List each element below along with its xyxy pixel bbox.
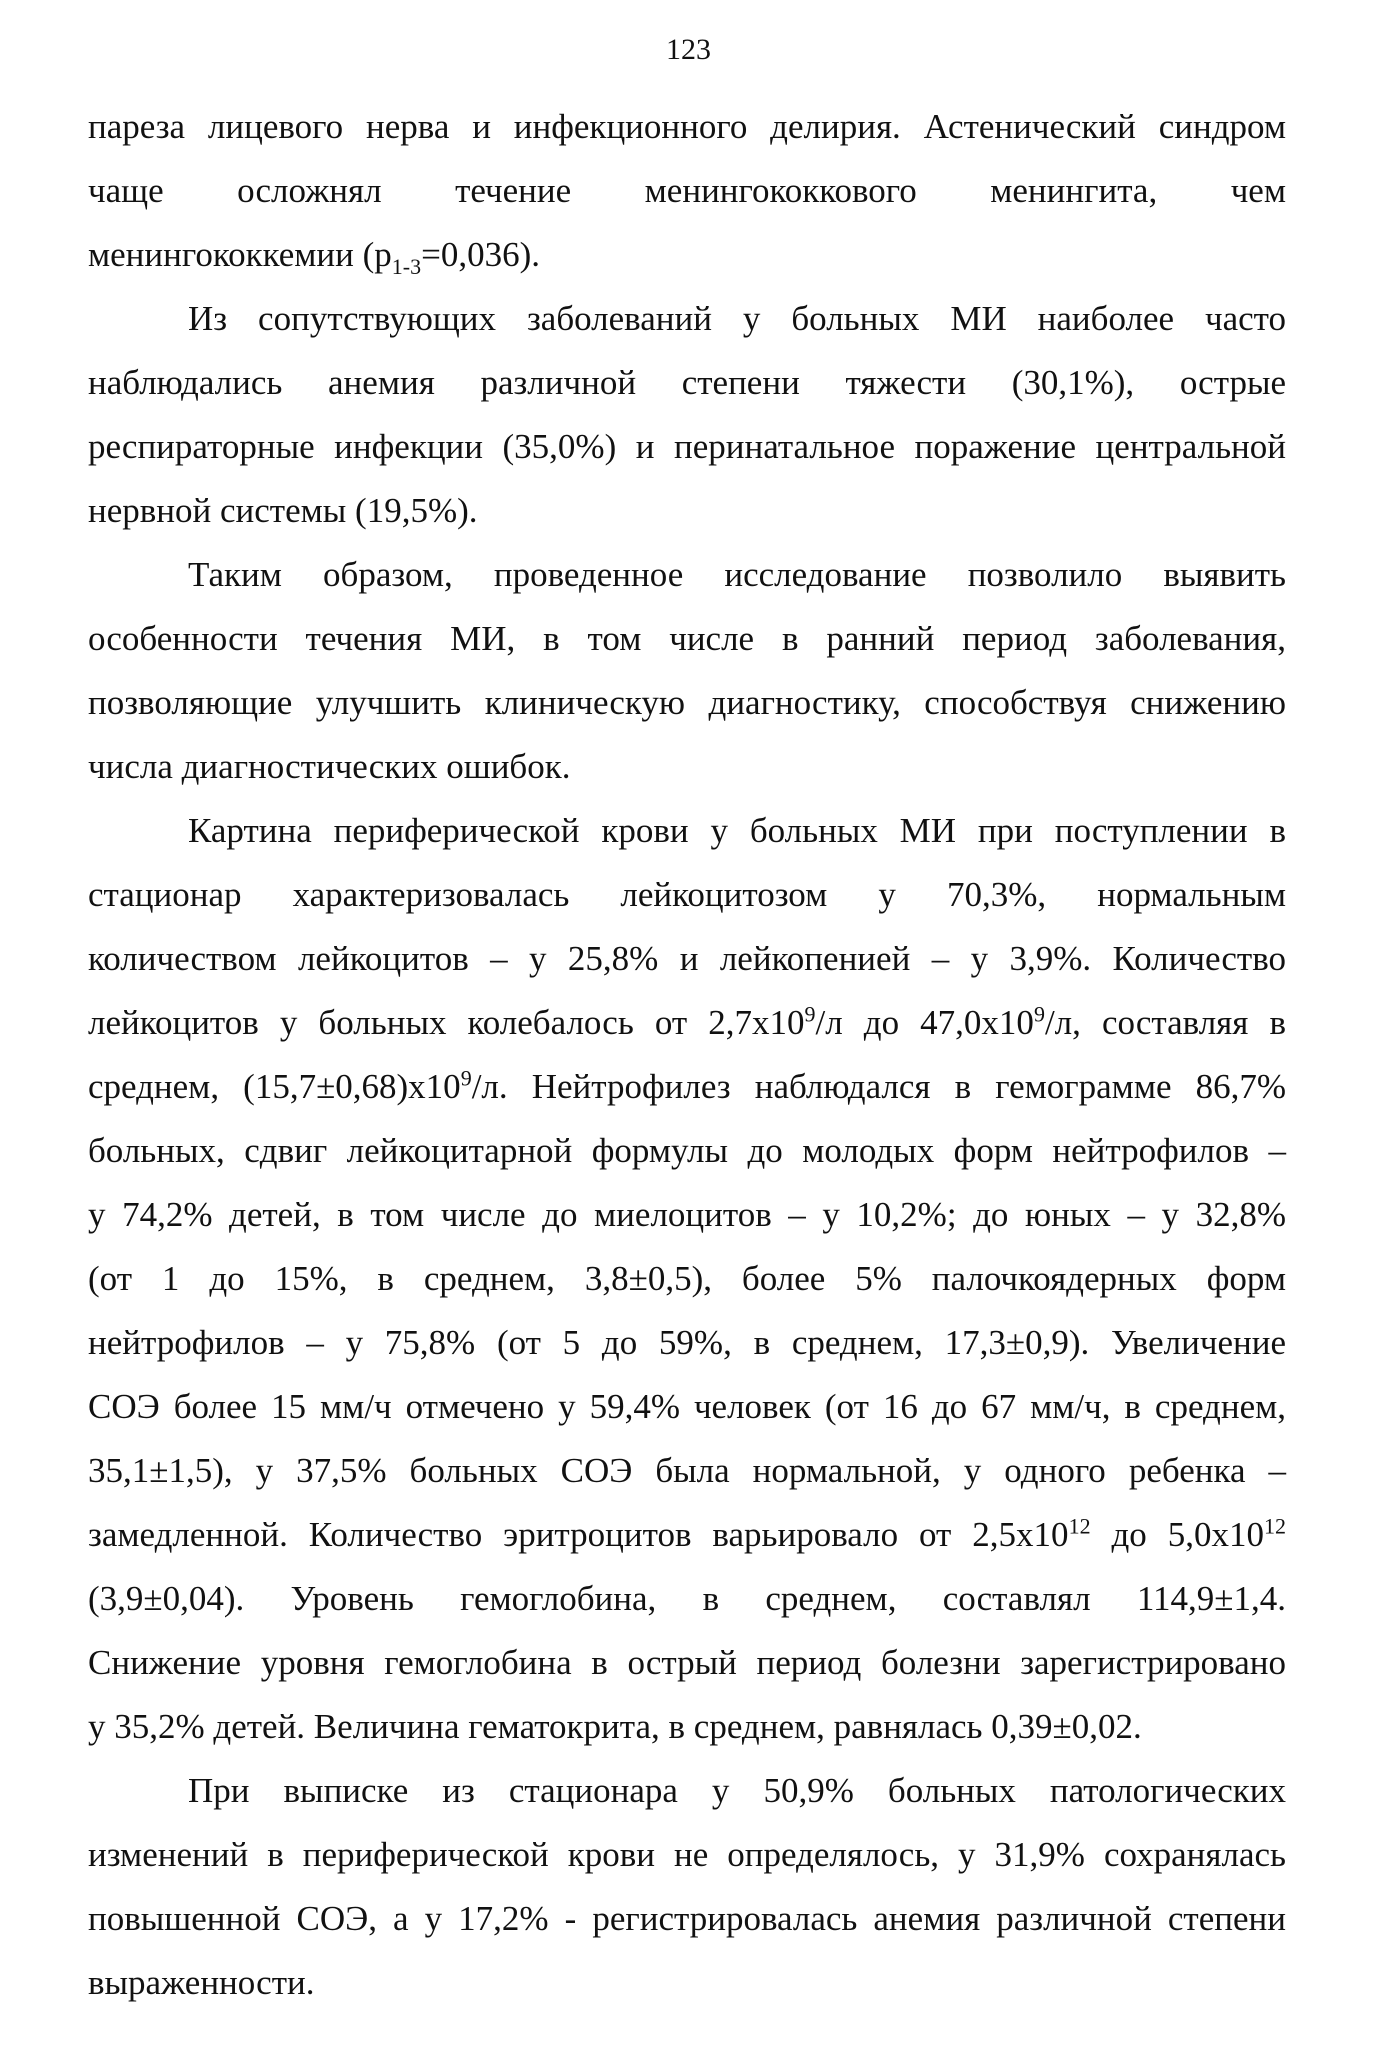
text-span: /л. Нейтрофилез наблюдался в гемограмме 86,7%	[471, 1067, 1286, 1106]
text-span: лейкоцитов у больных колебалось от 2,7х10	[88, 1003, 805, 1042]
superscript: 9	[460, 1065, 472, 1091]
subscript: 1-3	[391, 254, 422, 279]
text-line: больных, сдвиг лейкоцитарной формулы до молодых форм нейтрофилов –	[88, 1131, 1286, 1170]
text-line: наблюдались анемия различной степени тяжести (30,1%), острые	[88, 363, 1286, 402]
text-line: (3,9±0,04). Уровень гемоглобина, в среднем, составлял 114,9±1,4.	[88, 1579, 1286, 1618]
text-line: особенности течения МИ, в том числе в ранний период заболевания,	[88, 619, 1286, 658]
text-span: /л до 47,0х10	[815, 1003, 1034, 1042]
text-line	[88, 1062, 1286, 1126]
text-line: респираторные инфекции (35,0%) и перинатальное поражение центральной	[88, 427, 1286, 466]
text-line: повышенной СОЭ, а у 17,2% - регистрировалась анемия различной степени	[88, 1899, 1286, 1938]
text-line: Снижение уровня гемоглобина в острый период болезни зарегистрировано	[88, 1643, 1286, 1682]
text-line: нервной системы (19,5%).	[88, 491, 478, 530]
text-line: Таким образом, проведенное исследование позволило выявить	[188, 555, 1286, 594]
text-span: замедленной. Количество эритроцитов варьировало от 2,5х10	[88, 1515, 1069, 1554]
text-line: (от 1 до 15%, в среднем, 3,8±0,5), более 5% палочкоядерных форм	[88, 1259, 1286, 1298]
text-line: пареза лицевого нерва и инфекционного делирия. Астенический синдром	[88, 107, 1286, 146]
text-line: выраженности.	[88, 1963, 315, 2002]
text-line: числа диагностических ошибок.	[88, 747, 571, 786]
superscript: 9	[804, 1001, 816, 1027]
text-line: у 35,2% детей. Величина гематокрита, в среднем, равнялась 0,39±0,02.	[88, 1707, 1142, 1746]
text-line	[88, 1510, 1286, 1574]
text-line: Картина периферической крови у больных МИ при поступлении в	[188, 811, 1286, 850]
text-line	[88, 998, 1286, 1062]
text-span: =0,036).	[421, 235, 541, 274]
text-line: у 74,2% детей, в том числе до миелоцитов – у 10,2%; до юных – у 32,8%	[88, 1195, 1286, 1234]
superscript: 12	[1264, 1513, 1287, 1539]
text-line: СОЭ более 15 мм/ч отмечено у 59,4% человек (от 16 до 67 мм/ч, в среднем,	[88, 1387, 1286, 1426]
text-span: до 5,0х10	[1090, 1515, 1265, 1554]
text-span: среднем, (15,7±0,68)х10	[88, 1067, 461, 1106]
text-line: чаще осложнял течение менингококкового менингита, чем	[88, 171, 1286, 210]
text-line: позволяющие улучшить клиническую диагностику, способствуя снижению	[88, 683, 1286, 722]
text-line: количеством лейкоцитов – у 25,8% и лейкопенией – у 3,9%. Количество	[88, 939, 1286, 978]
text-line	[88, 230, 1286, 294]
text-span: менингококкемии (p	[88, 235, 392, 274]
page-number: 123	[666, 33, 711, 66]
text-line: изменений в периферической крови не определялось, у 31,9% сохранялась	[88, 1835, 1286, 1874]
text-span: /л, составляя в	[1044, 1003, 1286, 1042]
text-line: стационар характеризовалась лейкоцитозом у 70,3%, нормальным	[88, 875, 1286, 914]
text-line: Из сопутствующих заболеваний у больных МИ наиболее часто	[188, 299, 1286, 338]
superscript: 12	[1068, 1513, 1091, 1539]
text-line: При выписке из стационара у 50,9% больных патологических	[188, 1771, 1286, 1810]
text-line: 35,1±1,5), у 37,5% больных СОЭ была нормальной, у одного ребенка –	[88, 1451, 1286, 1490]
body-text	[88, 102, 1286, 2022]
superscript: 9	[1033, 1001, 1045, 1027]
text-line: нейтрофилов – у 75,8% (от 5 до 59%, в среднем, 17,3±0,9). Увеличение	[88, 1323, 1286, 1362]
